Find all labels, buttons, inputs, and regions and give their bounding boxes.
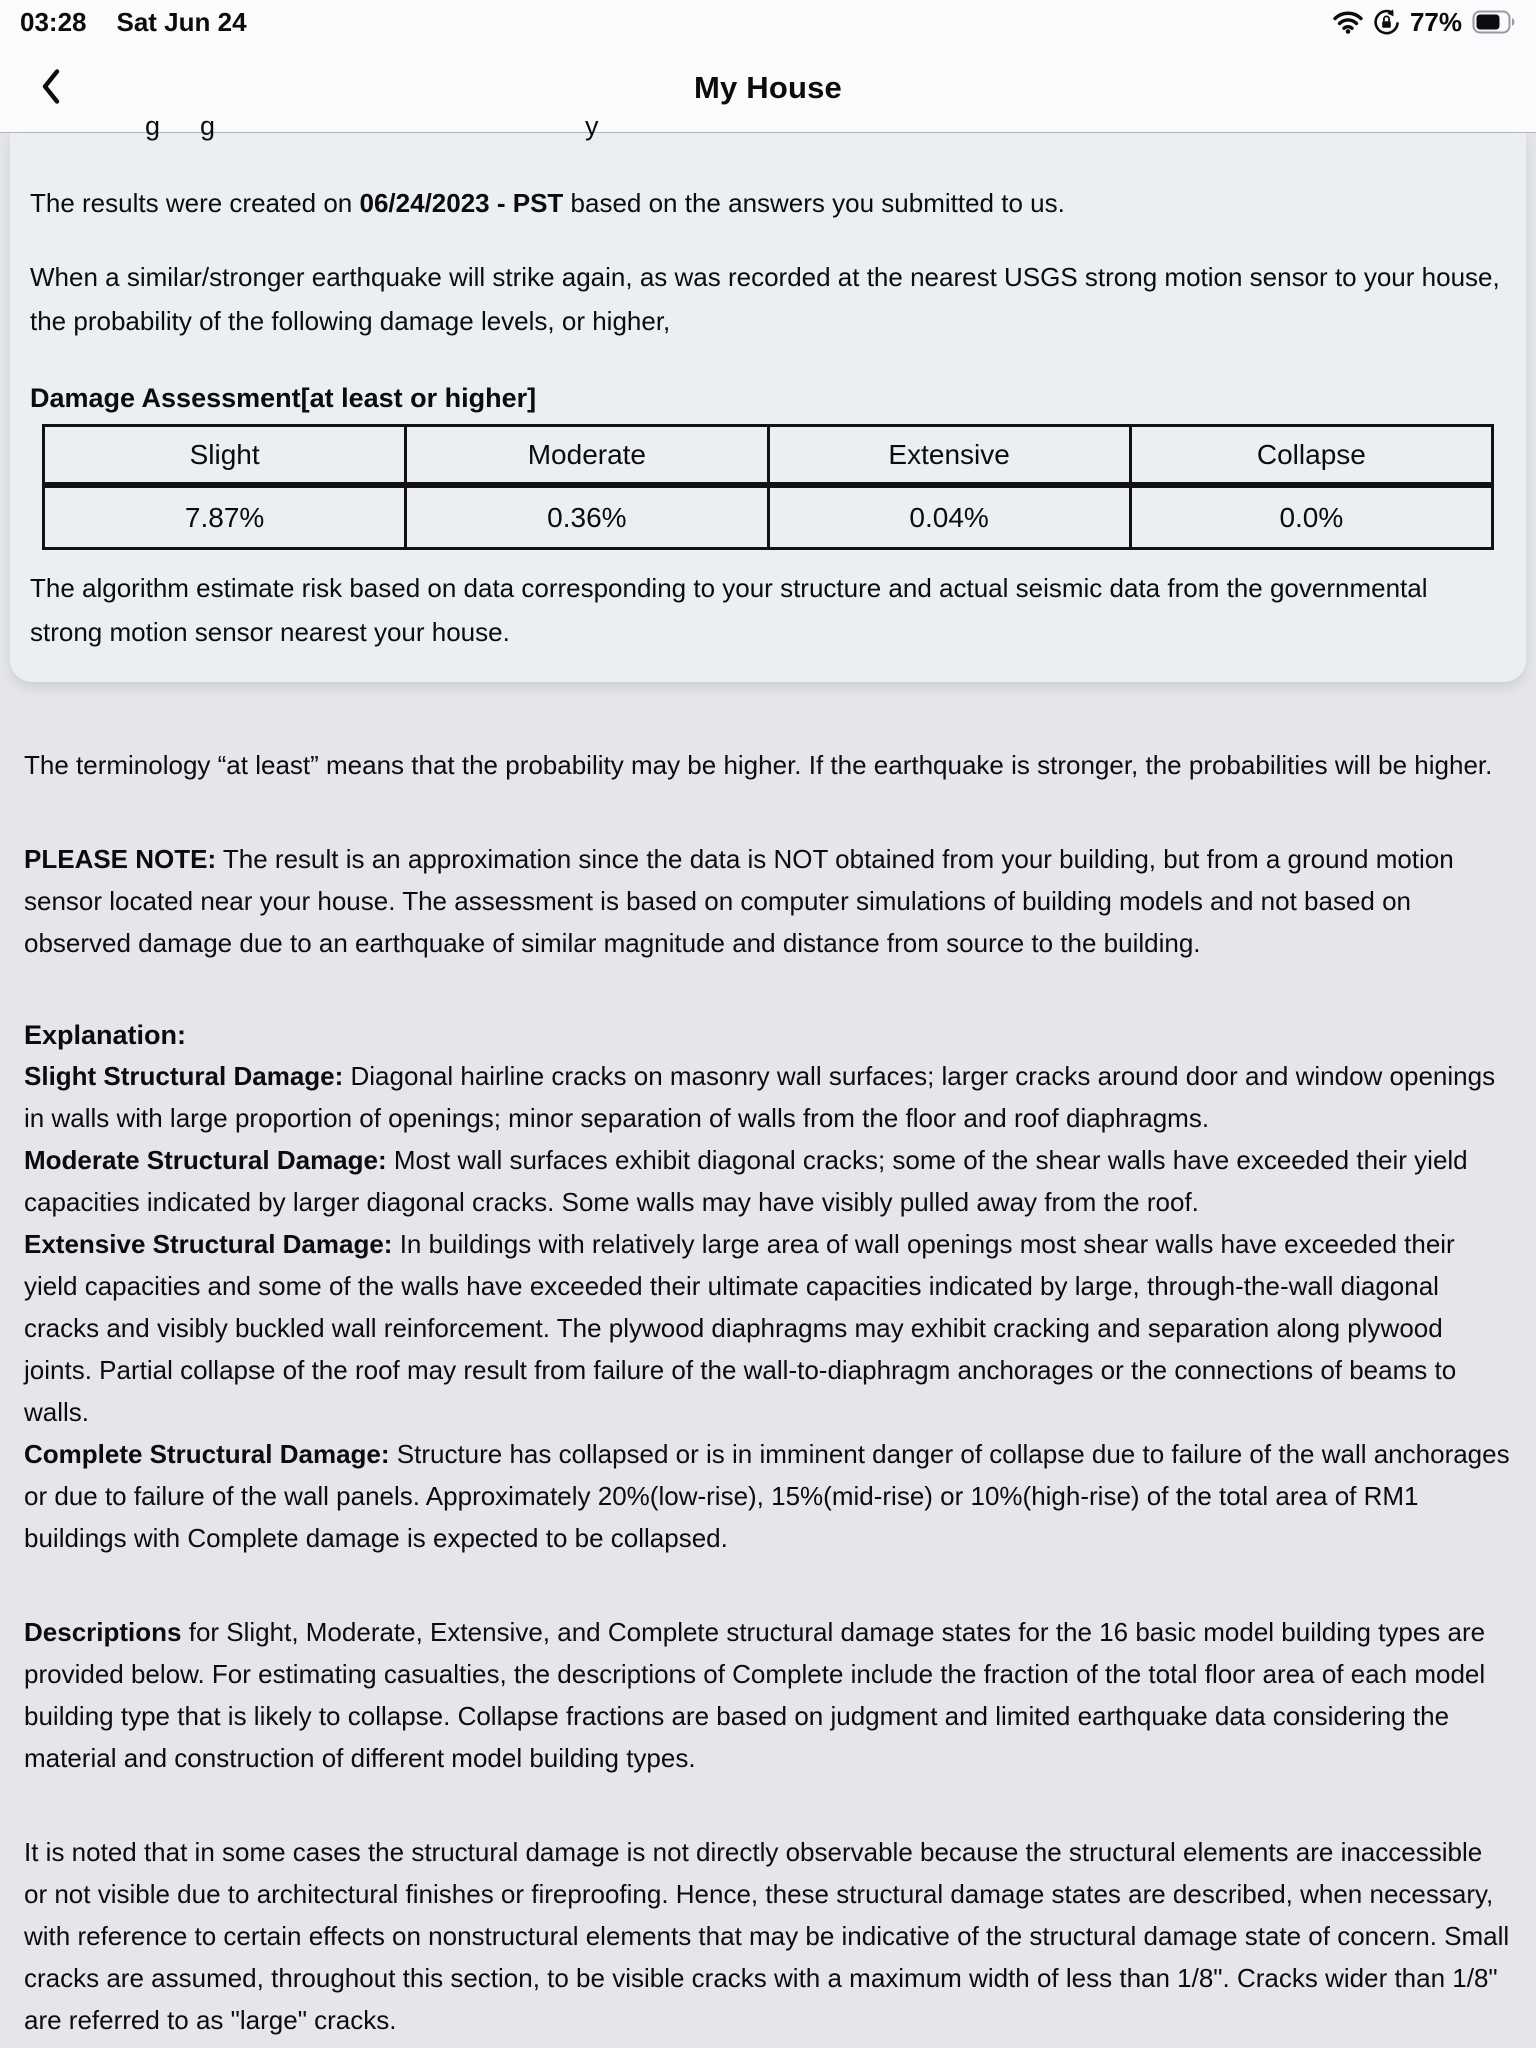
status-bar-left bbox=[20, 7, 247, 38]
header-moderate: Moderate bbox=[406, 426, 768, 486]
complete-damage-paragraph bbox=[24, 1433, 1512, 1559]
status-bar bbox=[0, 0, 1536, 44]
clipped-glyph: y bbox=[585, 111, 599, 141]
descriptions-paragraph bbox=[24, 1611, 1512, 1779]
clock-time: 03:28 bbox=[20, 6, 87, 37]
value-moderate: 0.36% bbox=[406, 485, 768, 549]
battery-icon bbox=[1472, 10, 1516, 34]
value-slight: 7.87% bbox=[44, 485, 406, 549]
moderate-damage-paragraph bbox=[24, 1139, 1512, 1223]
please-note-text: The result is an approximation since the data is NOT obtained from your building, but from a ground motion sensor located near your house. The assessment is based on computer simulations of building models and not based on observed damage due to an earthquake of similar magnitude and distance from source to the building. bbox=[24, 844, 1454, 958]
damage-assessment-table bbox=[42, 424, 1494, 550]
status-bar-right bbox=[1333, 7, 1516, 38]
slight-damage-text: Diagonal hairline cracks on masonry wall surfaces; larger cracks around door and window openings in walls with large proportion of openings; minor separation of walls from the floor and roof diaphragms. bbox=[24, 1061, 1496, 1133]
wifi-icon bbox=[1333, 10, 1363, 34]
clock-date: Sat Jun 24 bbox=[116, 6, 247, 37]
created-date: 06/24/2023 - PST bbox=[359, 188, 564, 218]
chevron-left-icon bbox=[40, 93, 62, 108]
orientation-lock-icon bbox=[1373, 9, 1400, 36]
moderate-damage-text: Most wall surfaces exhibit diagonal cracks; some of the shear walls have exceeded their yield capacities indicated by larger diagonal cracks. Some walls may have visibly pulled away from the roof. bbox=[24, 1145, 1468, 1217]
noted-paragraph: It is noted that in some cases the structural damage is not directly observable because the structural elements are inaccessible or not visible due to architectural finishes or fireproofing. Hence, these structural damage states are described, when necessary, with reference to certain effects on nonstructural elements that may be indicative of the structural damage state of concern. Small cracks are assumed, throughout this section, to be visible cracks with a maximum width of less than 1/8". Cracks wider than 1/8" are referred to as "large" cracks. bbox=[24, 1837, 1510, 2035]
created-prefix: The results were created on bbox=[30, 188, 360, 218]
header-extensive: Extensive bbox=[768, 426, 1130, 486]
complete-damage-text: Structure has collapsed or is in imminent danger of collapse due to failure of the wall anchorages or due to failure of the wall panels. Approximately 20%(low-rise), 15%(mid-rise) or 10%(high-rise) of the total area of RM1 buildings with Complete damage is expected to be collapsed. bbox=[24, 1439, 1510, 1553]
intro-paragraph: When a similar/stronger earthquake will strike again, as was recorded at the nearest USGS strong motion sensor to your house, the probability of the following damage levels, or higher, bbox=[30, 262, 1500, 336]
please-note-paragraph bbox=[24, 838, 1512, 964]
please-note-label: PLEASE NOTE: bbox=[24, 844, 217, 874]
table-value-row bbox=[44, 485, 1493, 549]
extensive-damage-label: Extensive Structural Damage: bbox=[24, 1229, 393, 1259]
clipped-glyph: g bbox=[145, 111, 161, 141]
header-slight: Slight bbox=[44, 426, 406, 486]
slight-damage-paragraph bbox=[24, 1055, 1512, 1139]
header-collapse: Collapse bbox=[1130, 426, 1492, 486]
back-button[interactable] bbox=[36, 65, 66, 112]
damage-table-title: Damage Assessment[at least or higher] bbox=[30, 383, 537, 413]
navigation-bar bbox=[0, 44, 1536, 133]
algorithm-note-paragraph: The algorithm estimate risk based on data corresponding to your structure and actual seismic data from the governmental strong motion sensor nearest your house. bbox=[30, 573, 1428, 647]
extensive-damage-text: In buildings with relatively large area of wall openings most shear walls have exceeded their yield capacities and some of the walls have exceeded their ultimate capacities indicated by large, through-the-wall diagonal cracks and visibly buckled wall reinforcement. The plywood diaphragms may exhibit cracking and separation along plywood joints. Partial collapse of the roof may result from failure of the wall-to-diaphragm anchorages or the connections of beams to walls. bbox=[24, 1229, 1457, 1427]
page-title: My House bbox=[693, 70, 843, 105]
complete-damage-label: Complete Structural Damage: bbox=[24, 1439, 390, 1469]
main-content bbox=[0, 744, 1536, 2041]
value-extensive: 0.04% bbox=[768, 485, 1130, 549]
descriptions-text: for Slight, Moderate, Extensive, and Complete structural damage states for the 16 basic model building types are provided below. For estimating casualties, the descriptions of Complete include the fraction of the total floor area of each model building type that is likely to collapse. Collapse fractions are based on judgment and limited earthquake data considering the material and construction of different model building types. bbox=[24, 1617, 1486, 1773]
extensive-damage-paragraph bbox=[24, 1223, 1512, 1433]
clipped-text-line bbox=[30, 111, 1506, 149]
moderate-damage-label: Moderate Structural Damage: bbox=[24, 1145, 387, 1175]
battery-percent: 77% bbox=[1409, 6, 1462, 37]
value-collapse: 0.0% bbox=[1130, 485, 1492, 549]
slight-damage-label: Slight Structural Damage: bbox=[24, 1061, 344, 1091]
created-suffix: based on the answers you submitted to us. bbox=[563, 188, 1065, 218]
results-created-line bbox=[30, 181, 1506, 225]
clipped-glyph: g bbox=[200, 111, 216, 141]
explanation-heading: Explanation: bbox=[24, 1020, 187, 1050]
table-header-row bbox=[44, 426, 1493, 486]
descriptions-label: Descriptions bbox=[24, 1617, 182, 1647]
results-card bbox=[10, 111, 1526, 682]
terminology-paragraph: The terminology “at least” means that the probability may be higher. If the earthquake is stronger, the probabilities will be higher. bbox=[24, 750, 1493, 780]
